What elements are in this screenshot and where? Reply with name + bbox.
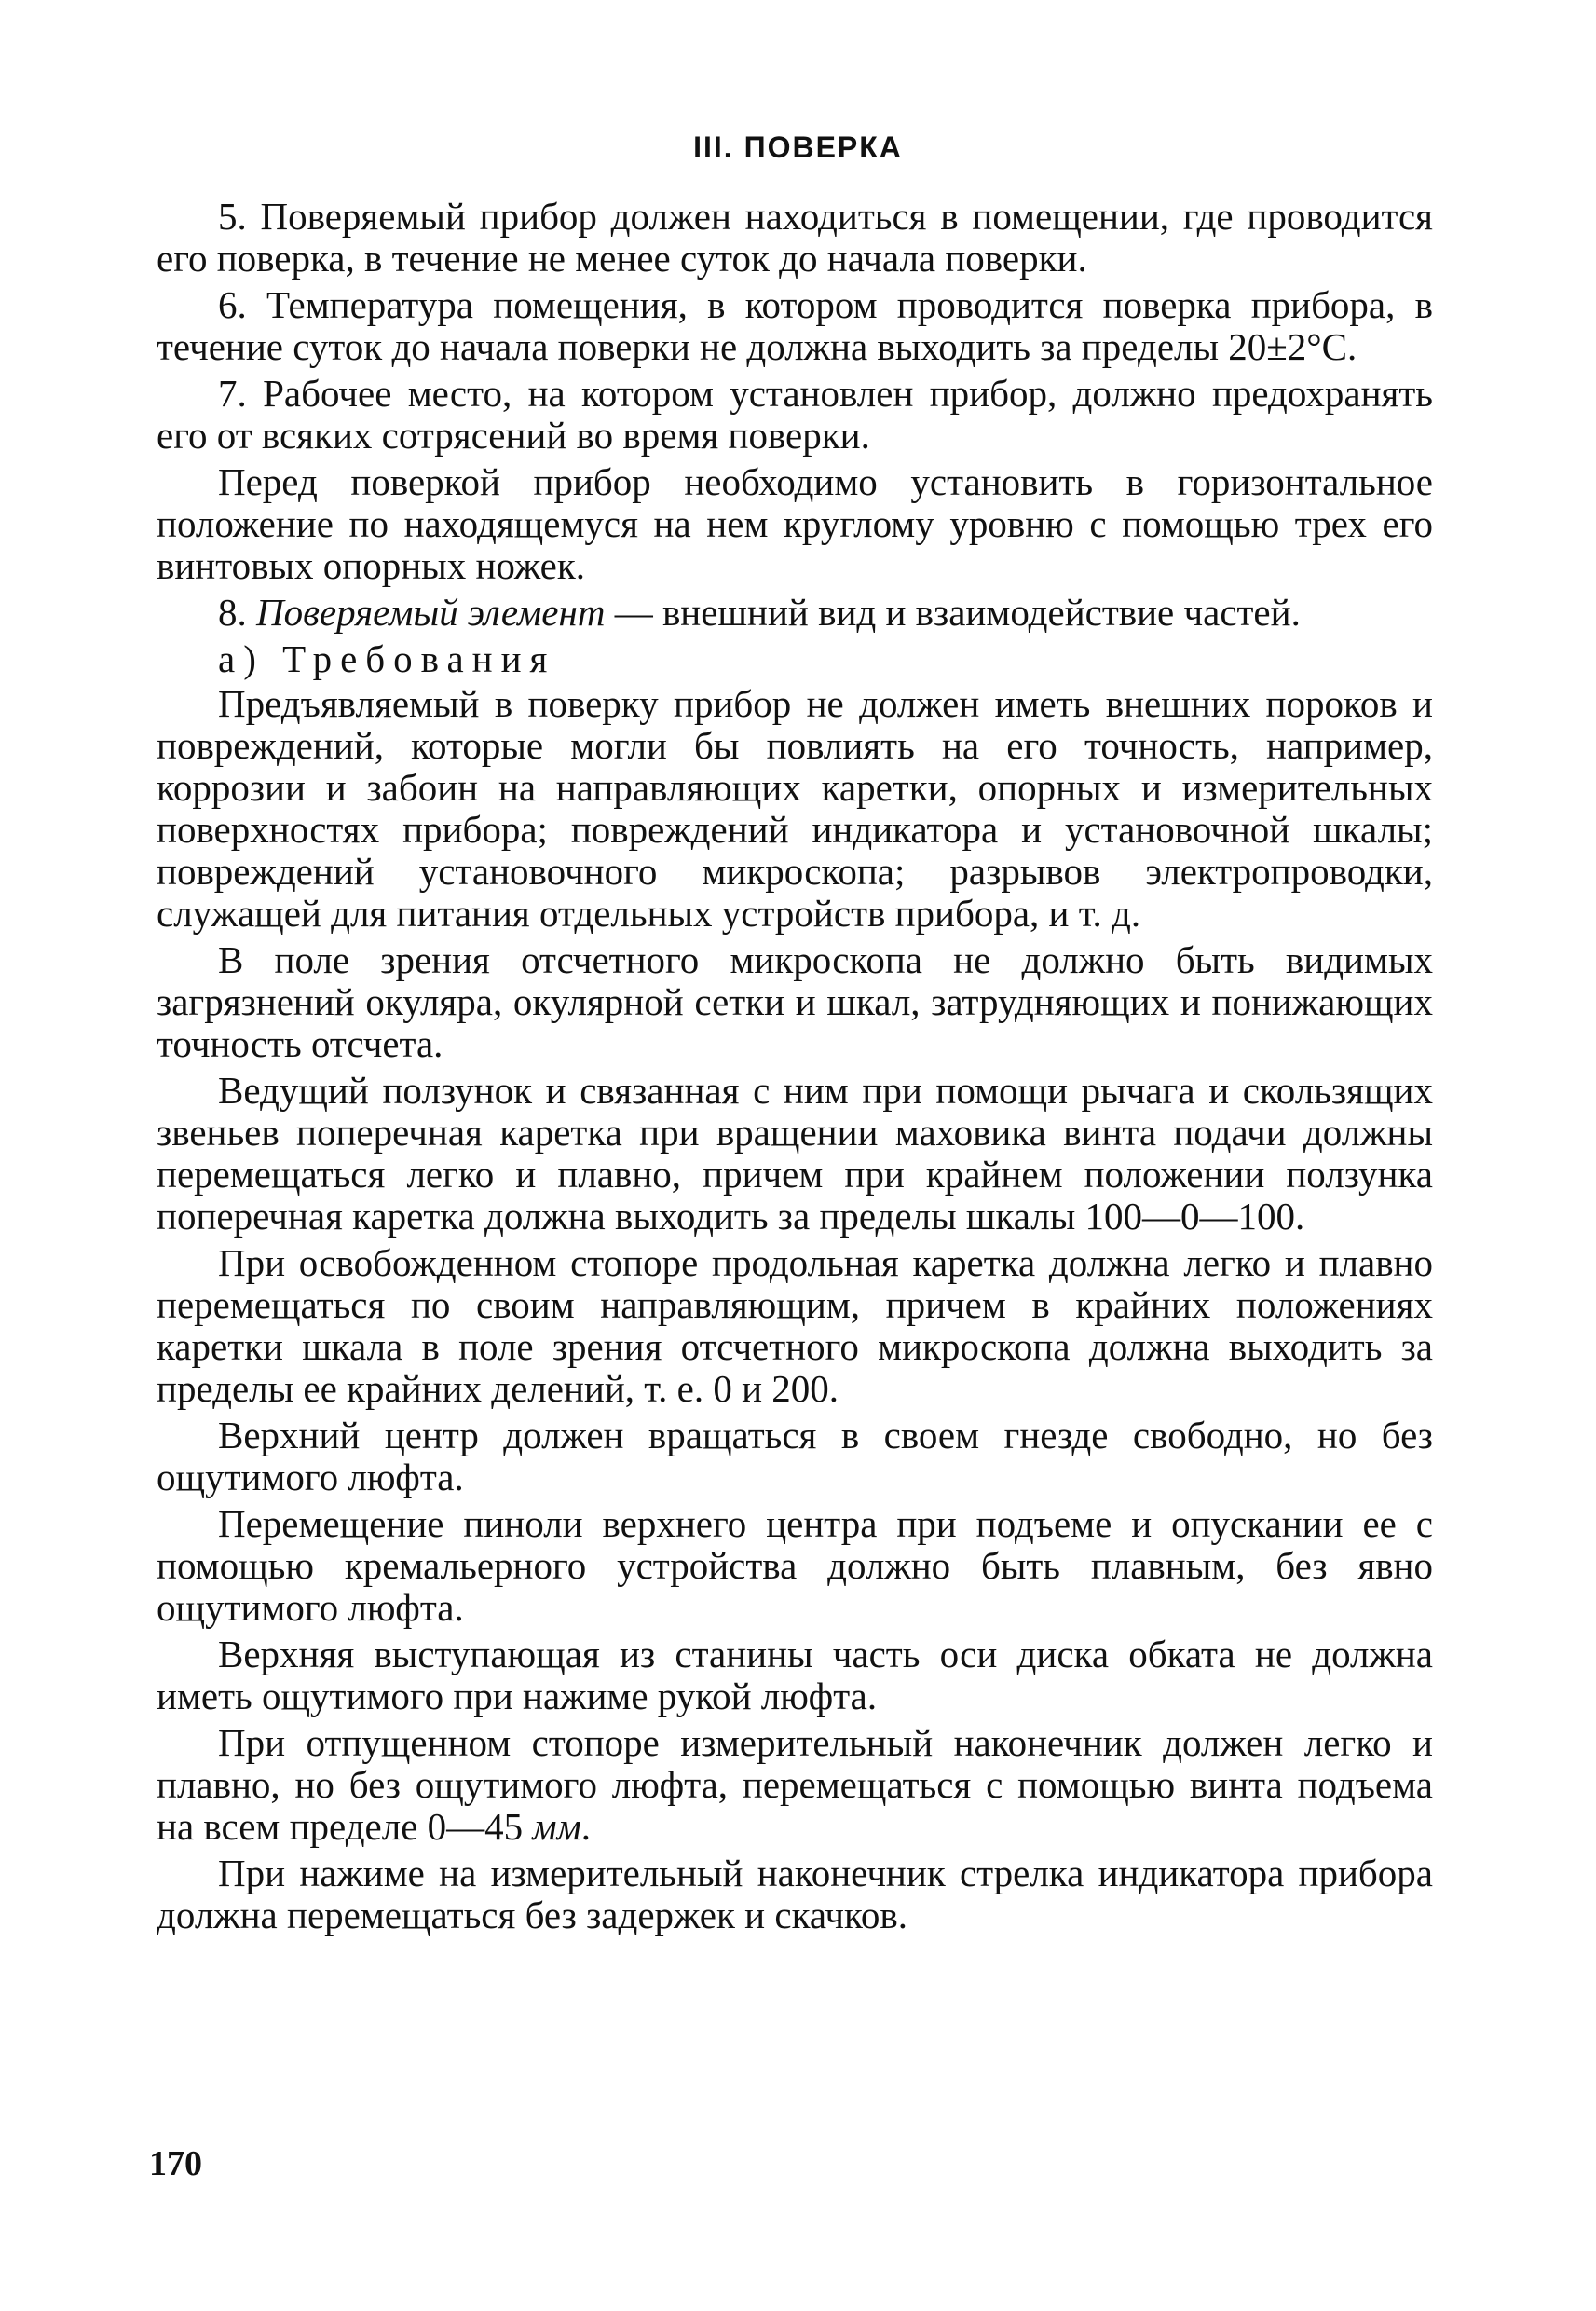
page-number: 170 (149, 2144, 202, 2183)
requirement-paragraph: Верхний центр должен вращаться в своем гнезде свободно, но без ощутимого люфта. (157, 1414, 1433, 1498)
body-text (157, 196, 1433, 1941)
requirements-subheading: а) Требования (218, 637, 556, 680)
requirement-paragraph: Верхняя выступающая из станины часть оси диска обката не должна иметь ощутимого при нажиме рукой люфта. (157, 1633, 1433, 1717)
paragraph-item-6: 6. Температура помещения, в котором проводится поверка прибора, в течение суток до начала поверки не должна выходить за пределы 20±2°С. (157, 283, 1433, 368)
paragraph-leveling: Перед поверкой прибор необходимо установить в горизонтальное положение по находящемуся на нем круглому уровню с помощью трех его винтовых опорных ножек. (157, 460, 1433, 587)
unit-mm: мм (532, 1805, 581, 1848)
requirement-paragraph: Перемещение пиноли верхнего центра при подъеме и опускании ее с помощью кремальерного устройства должно быть плавным, без явно ощутимого люфта. (157, 1502, 1433, 1629)
requirement-paragraph: При освобожденном стопоре продольная каретка должна легко и плавно перемещаться по своим направляющим, причем в крайних положениях каретки шкала в поле зрения отсчетного микроскопа должна выходить за пределы ее крайних делений, т. е. 0 и 200. (157, 1241, 1433, 1410)
requirement-paragraph-stopper (157, 1722, 1433, 1848)
item-8-number: 8. (218, 591, 256, 634)
requirement-paragraph: Ведущий ползунок и связанная с ним при помощи рычага и скользящих звеньев поперечная каретка при вращении маховика винта подачи должны перемещаться легко и плавно, причем при крайнем положении ползунка поперечная каретка должна выходить за пределы шкалы 100—0—100. (157, 1069, 1433, 1238)
stopper-text: При отпущенном стопоре измерительный наконечник должен легко и плавно, но без ощутимого люфта, перемещаться с помощью винта подъема на всем пределе 0—45 (157, 1721, 1433, 1848)
section-heading: III. ПОВЕРКА (693, 130, 903, 164)
item-8-rest: — внешний вид и взаимодействие частей. (605, 591, 1301, 634)
requirement-paragraph-indicator: При нажиме на измерительный наконечник стрелка индикатора прибора должна перемещаться без задержек и скачков. (157, 1852, 1433, 1936)
stopper-end: . (580, 1805, 592, 1848)
requirement-paragraph: Предъявляемый в поверку прибор не должен иметь внешних пороков и повреждений, которые могли бы повлиять на его точность, например, коррозии и забоин на направляющих каретки, опорных и измерительных поверхностях прибора; повреждений индикатора и установочной шкалы; повреждений установочного микроскопа; разрывов электропроводки, служащей для питания отдельных устройств прибора, и т. д. (157, 682, 1433, 935)
paragraph-item-7: 7. Рабочее место, на котором установлен прибор, должно предохранять его от всяких сотрясений во время поверки. (157, 372, 1433, 457)
paragraph-item-5: 5. Поверяемый прибор должен находиться в помещении, где проводится его поверка, в течение не менее суток до начала поверки. (157, 195, 1433, 280)
item-8-title: Поверяемый элемент (256, 591, 606, 634)
paragraph-item-8 (157, 592, 1433, 634)
requirement-paragraph: В поле зрения отсчетного микроскопа не должно быть видимых загрязнений окуляра, окулярной сетки и шкал, затрудняющих и понижающих точность отсчета. (157, 938, 1433, 1065)
